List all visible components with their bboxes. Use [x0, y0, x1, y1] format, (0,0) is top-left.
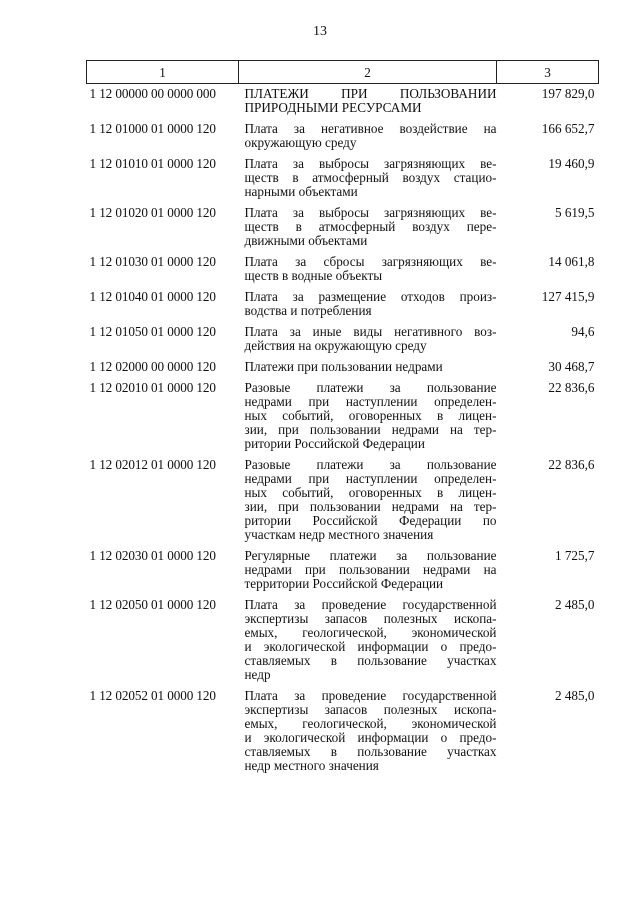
revenue-name-line: недр местного значения [244, 758, 379, 773]
revenue-name-line: нарными объектами [244, 184, 358, 199]
revenue-name-line: и экологической информации о предо- [244, 730, 497, 745]
revenue-name-line: экспертизы запасов полезных ископа- [244, 702, 497, 717]
revenue-code: 1 12 01030 01 0000 120 [89, 254, 216, 269]
revenue-name-line: ПРИРОДНЫМИ РЕСУРСАМИ [244, 100, 422, 115]
table-row [87, 84, 599, 120]
revenue-name-line: и экологической информации о предо- [244, 639, 497, 654]
revenue-name-line: емых, геологической, экономической [244, 716, 497, 731]
revenue-name-line: Платежи при пользовании недрами [244, 359, 443, 374]
revenue-name-line: ных событий, оговоренных в лицен- [244, 485, 497, 500]
column-header-amount: 3 [497, 61, 599, 84]
revenue-name-line: Плата за проведение государственной [244, 688, 497, 703]
revenue-name-line: ритории Российской Федерации по [244, 513, 497, 528]
revenue-code: 1 12 01010 01 0000 120 [89, 156, 216, 171]
revenue-name [239, 595, 497, 686]
revenue-name-line: ритории Российской Федерации [244, 436, 425, 451]
table-row [87, 686, 599, 777]
revenue-amount: 2 485,0 [554, 597, 595, 612]
table-row [87, 378, 599, 455]
revenue-name [239, 287, 497, 322]
table-row [87, 322, 599, 357]
revenue-code: 1 12 02012 01 0000 120 [89, 457, 216, 472]
revenue-name [239, 546, 497, 595]
revenue-name-line: недр [244, 667, 271, 682]
revenue-name-line: ных событий, оговоренных в лицен- [244, 408, 497, 423]
revenue-name [239, 203, 497, 252]
revenue-code: 1 12 01020 01 0000 120 [89, 205, 216, 220]
revenue-code: 1 12 01050 01 0000 120 [89, 324, 216, 339]
revenue-name-line: недрами при пользовании недрами на [244, 562, 497, 577]
revenue-name-line: недрами при наступлении определен- [244, 471, 497, 486]
revenue-name [239, 252, 497, 287]
revenue-name-line: Плата за негативное воздействие на [244, 121, 497, 136]
table-row [87, 203, 599, 252]
revenue-name [239, 84, 497, 120]
revenue-amount: 197 829,0 [541, 86, 595, 101]
revenue-code: 1 12 02052 01 0000 120 [89, 688, 216, 703]
revenue-name-line: движными объектами [244, 233, 368, 248]
revenue-amount: 166 652,7 [541, 121, 595, 136]
table-row [87, 595, 599, 686]
revenue-name-line: ПЛАТЕЖИ ПРИ ПОЛЬЗОВАНИИ [244, 86, 497, 101]
revenue-code: 1 12 00000 00 0000 000 [89, 86, 216, 101]
revenue-amount: 30 468,7 [548, 359, 595, 374]
revenue-name-line: Разовые платежи за пользование [244, 457, 497, 472]
revenue-name-line: водства и потребления [244, 303, 372, 318]
revenue-name-line: ществ в атмосферный воздух стацио- [244, 170, 497, 185]
revenue-name [239, 357, 497, 378]
revenue-name [239, 686, 497, 777]
revenue-amount: 94,6 [571, 324, 595, 339]
revenue-amount: 22 836,6 [548, 457, 595, 472]
revenue-name-line: Плата за выбросы загрязняющих ве- [244, 205, 497, 220]
revenue-amount: 5 619,5 [554, 205, 595, 220]
revenue-name-line: Плата за размещение отходов произ- [244, 289, 497, 304]
table-row [87, 119, 599, 154]
revenue-code: 1 12 02030 01 0000 120 [89, 548, 216, 563]
revenue-name-line: действия на окружающую среду [244, 338, 427, 353]
revenue-name-line: окружающую среду [244, 135, 357, 150]
revenue-amount: 1 725,7 [554, 548, 595, 563]
revenue-amount: 14 061,8 [548, 254, 595, 269]
revenue-name-line: территории Российской Федерации [244, 576, 444, 591]
revenue-name [239, 154, 497, 203]
table-body [87, 84, 599, 778]
table-header-row [87, 61, 599, 84]
revenue-name-line: ставляемых в пользование участках [244, 653, 497, 668]
page-number: 13 [313, 24, 327, 39]
revenue-name-line: экспертизы запасов полезных ископа- [244, 611, 497, 626]
revenue-table [86, 60, 599, 777]
table-row [87, 154, 599, 203]
table-row [87, 252, 599, 287]
revenue-name-line: Плата за иные виды негативного воз- [244, 324, 497, 339]
revenue-name-line: зии, при пользовании недрами на тер- [244, 499, 497, 514]
revenue-code: 1 12 01000 01 0000 120 [89, 121, 216, 136]
revenue-amount: 19 460,9 [548, 156, 595, 171]
revenue-code: 1 12 02010 01 0000 120 [89, 380, 216, 395]
table-row [87, 455, 599, 546]
revenue-name-line: зии, при пользовании недрами на тер- [244, 422, 497, 437]
revenue-name [239, 119, 497, 154]
revenue-name [239, 322, 497, 357]
revenue-name-line: Регулярные платежи за пользование [244, 548, 497, 563]
revenue-amount: 127 415,9 [541, 289, 595, 304]
revenue-name [239, 378, 497, 455]
revenue-code: 1 12 01040 01 0000 120 [89, 289, 216, 304]
revenue-name-line: емых, геологической, экономической [244, 625, 497, 640]
revenue-amount: 2 485,0 [554, 688, 595, 703]
column-header-code: 1 [87, 61, 239, 84]
revenue-name-line: ществ в атмосферный воздух пере- [244, 219, 497, 234]
revenue-code: 1 12 02000 00 0000 120 [89, 359, 216, 374]
revenue-name [239, 455, 497, 546]
revenue-name-line: Плата за проведение государственной [244, 597, 497, 612]
revenue-name-line: участкам недр местного значения [244, 527, 434, 542]
table-row [87, 357, 599, 378]
revenue-name-line: недрами при наступлении определен- [244, 394, 497, 409]
revenue-name-line: Плата за сбросы загрязняющих ве- [244, 254, 497, 269]
revenue-name-line: Плата за выбросы загрязняющих ве- [244, 156, 497, 171]
revenue-name-line: Разовые платежи за пользование [244, 380, 497, 395]
revenue-amount: 22 836,6 [548, 380, 595, 395]
revenue-name-line: ставляемых в пользование участках [244, 744, 497, 759]
revenue-code: 1 12 02050 01 0000 120 [89, 597, 216, 612]
column-header-name: 2 [239, 61, 497, 84]
table-row [87, 287, 599, 322]
table-row [87, 546, 599, 595]
revenue-name-line: ществ в водные объекты [244, 268, 383, 283]
